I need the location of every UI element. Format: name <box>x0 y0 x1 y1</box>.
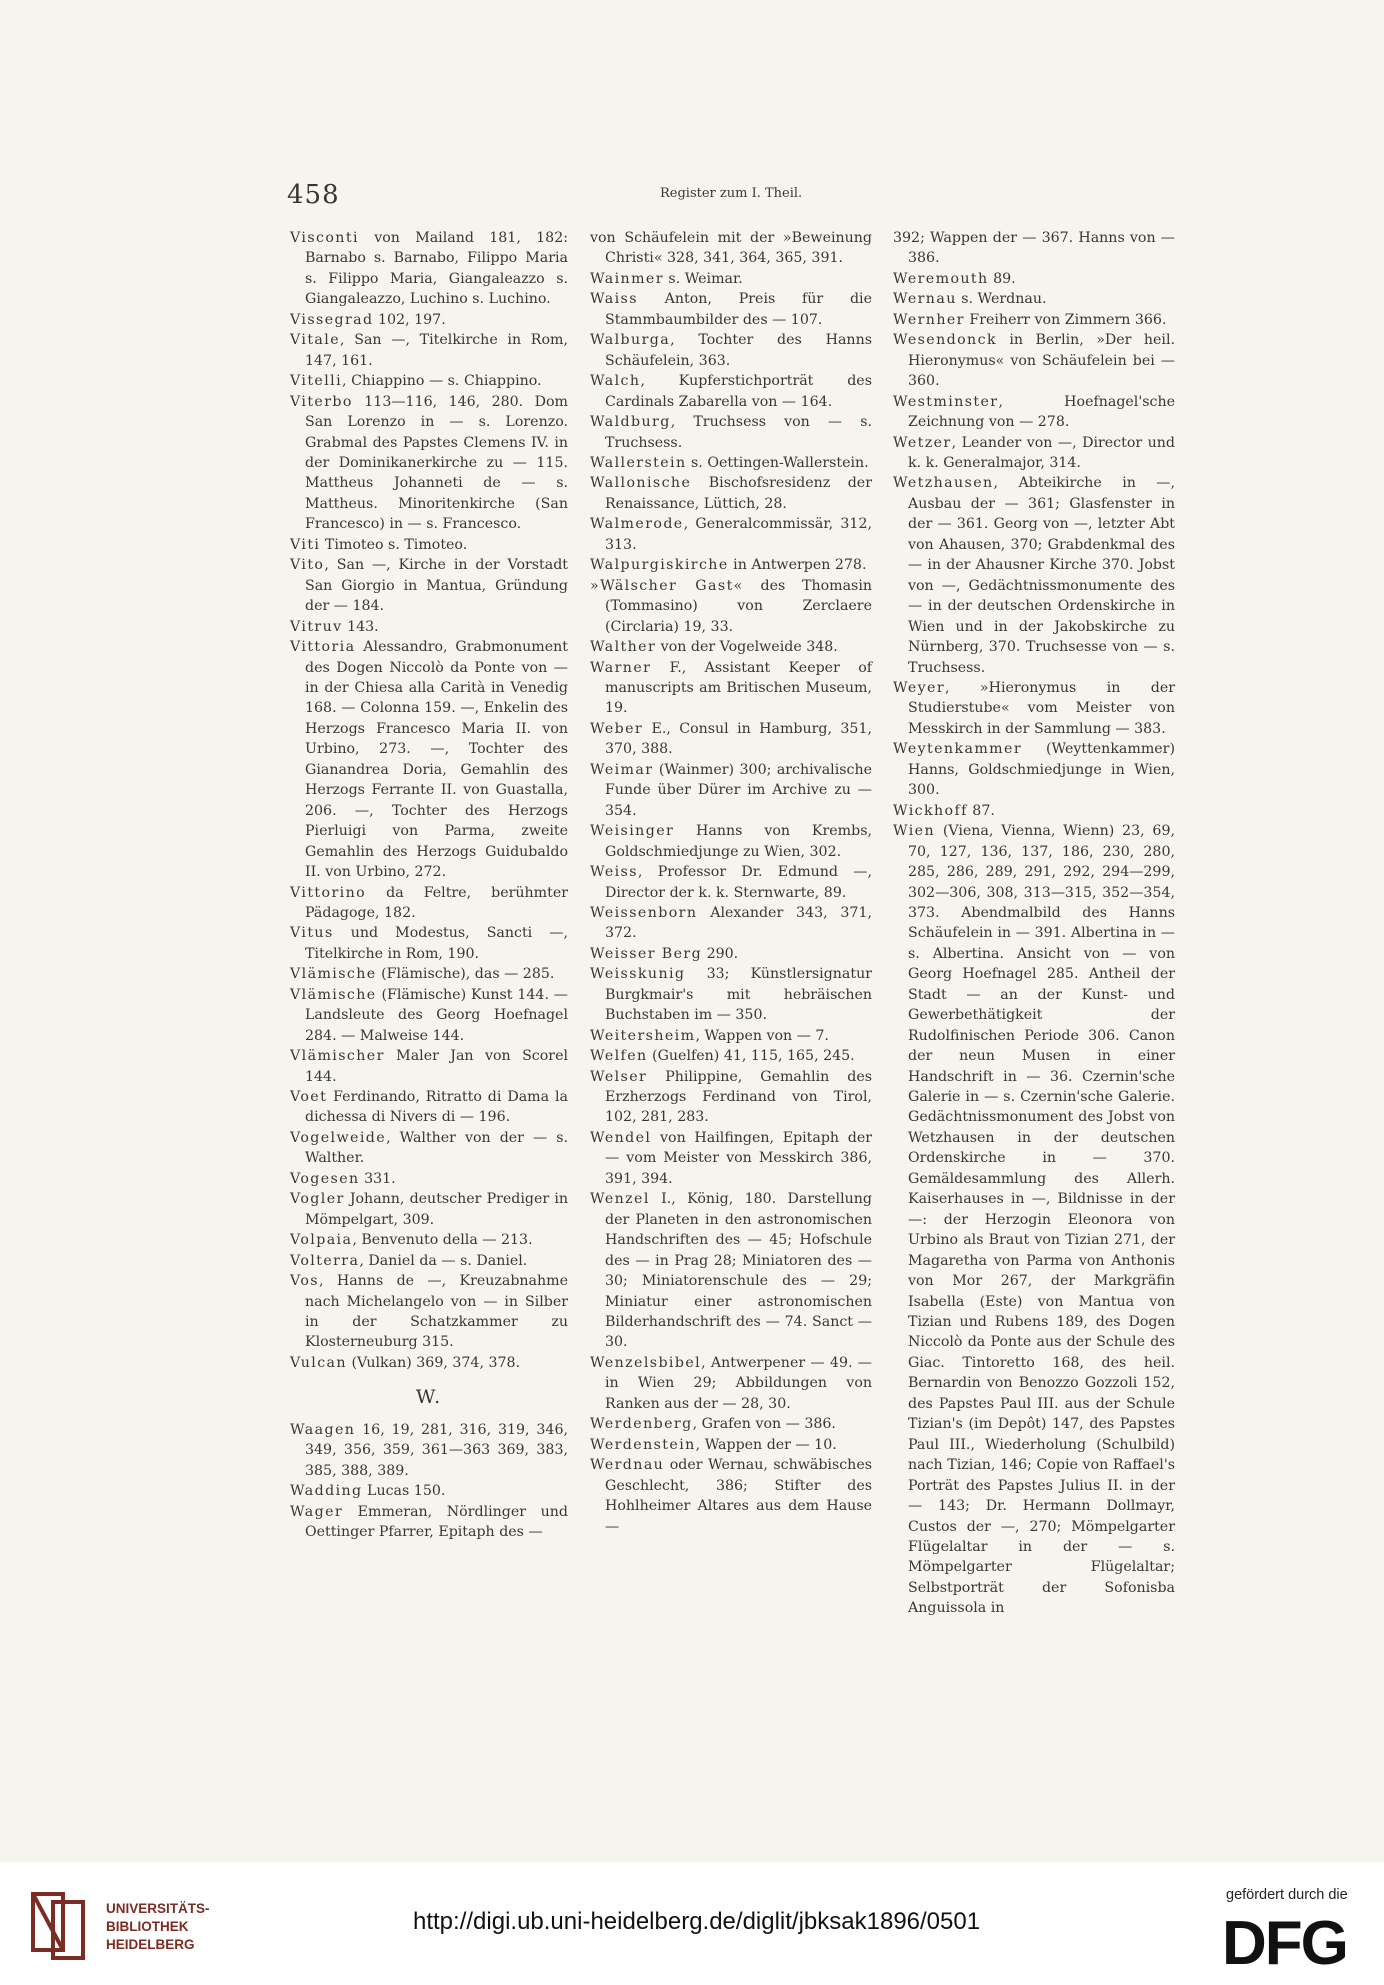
index-entry: Vlämischer Maler Jan von Scorel 144. <box>290 1048 568 1085</box>
index-entry: Vogler Johann, deutscher Prediger in Mömpelgart, 309. <box>290 1191 568 1228</box>
index-entry: Weimar (Wainmer) 300; archivalische Funde über Dürer im Archive zu — 354. <box>590 761 872 819</box>
index-entry: »Wälscher Gast« des Thomasin (Tommasino) von Zerclaere (Circlaria) 19, 33. <box>590 577 873 635</box>
index-entry: Wendel von Hailfingen, Epitaph der — vom Meister von Messkirch 386, 391, 394. <box>590 1129 872 1187</box>
index-entry: Warner F., Assistant Keeper of manuscripts am Britischen Museum, 19. <box>590 659 872 717</box>
entries-v <box>290 228 568 1373</box>
index-entry: Wallerstein s. Oettingen-Wallerstein. <box>590 454 869 471</box>
index-entry: Viterbo 113—116, 146, 280. Dom San Lorenzo in — s. Lorenzo. Grabmal des Papstes Clemens IV. in der Dominikanerkirche zu — 115. Mattheus Johanneti de — s. Mattheus. Minoritenkirche (San Francesco) in — s. Francesco. <box>290 393 568 533</box>
index-entry: Waiss Anton, Preis für die Stammbaumbilder des — 107. <box>590 291 872 328</box>
index-entry: Visconti von Mailand 181, 182: Barnabo s. Barnabo, Filippo Maria s. Filippo Maria, Giangaleazzo s. Giangaleazzo, Luchino s. Luchino. <box>290 230 568 308</box>
running-head: Register zum I. Theil. <box>660 186 803 201</box>
index-entry: Wickhoff 87. <box>893 802 995 819</box>
index-entry: Weber E., Consul in Hamburg, 351, 370, 388. <box>590 720 872 758</box>
index-entry: Welfen (Guelfen) 41, 115, 165, 245. <box>590 1048 855 1065</box>
index-entry: Welser Philippine, Gemahlin des Erzherzogs Ferdinand von Tirol, 102, 281, 283. <box>590 1068 872 1126</box>
index-entry: Wetzer, Leander von —, Director und k. k. Generalmajor, 314. <box>893 434 1175 471</box>
index-entry: Vitelli, Chiappino — s. Chiappino. <box>290 373 542 390</box>
index-entry: Volterra, Daniel da — s. Daniel. <box>290 1252 528 1269</box>
index-entry: Vito, San —, Kirche in der Vorstadt San Giorgio in Mantua, Gründung der — 184. <box>290 557 568 615</box>
index-column-2 <box>590 228 872 1537</box>
index-entry: Vittoria Alessandro, Grabmonument des Dogen Niccolò da Ponte von — in der Chiesa alla Carità in Venedig 168. — Colonna 159. —, Enkelin des Herzogs Francesco Maria II. von Urbino, 273. —, Tochter des Gianandrea Doria, Gemahlin des Herzogs Ferrante II. von Guastalla, 206. —, Tochter des Herzogs Pierluigi von Parma, zweite Gemahlin des Herzogs Guidubaldo II. von Urbino, 272. <box>290 639 568 881</box>
index-entry: Weytenkammer (Weyttenkammer) Hanns, Goldschmiedjunge in Wien, 300. <box>893 741 1175 799</box>
index-entry: Weremouth 89. <box>893 270 1016 287</box>
index-entry: Vissegrad 102, 197. <box>290 311 446 328</box>
section-letter: W. <box>415 1386 443 1409</box>
university-library-logo-icon <box>27 1890 91 1960</box>
index-entry: Weyer, »Hieronymus in der Studierstube« vom Meister von Messkirch in der Sammlung — 383. <box>893 679 1175 737</box>
permalink-url[interactable]: http://digi.ub.uni-heidelberg.de/diglit/jbksak1896/0501 <box>413 1908 981 1935</box>
index-entry: Wernau s. Werdnau. <box>893 291 1047 308</box>
index-entry: Vitus und Modestus, Sancti —, Titelkirche in Rom, 190. <box>290 925 568 962</box>
index-entry: Volpaia, Benvenuto della — 213. <box>290 1232 533 1249</box>
index-entry: Wenzel I., König, 180. Darstellung der Planeten in den astronomischen Handschriften des — 45; Hofschule des — in Prag 28; Miniatoren des — 30; Miniatorenschule des — 29; Miniatur einer astronomischen Bilderhandschrift des — 74. Sanct — 30. <box>590 1191 872 1351</box>
index-entry: Walch, Kupferstichporträt des Cardinals Zabarella von — 164. <box>590 373 872 410</box>
index-entry: Walpurgiskirche in Antwerpen 278. <box>590 557 867 574</box>
index-entry: Wernher Freiherr von Zimmern 366. <box>893 311 1167 328</box>
index-entry: Weisskunig 33; Künstlersignatur Burgkmair's mit hebräischen Buchstaben im — 350. <box>590 966 872 1024</box>
library-name: UNIVERSITÄTS- BIBLIOTHEK HEIDELBERG <box>106 1901 210 1952</box>
index-entry: Weitersheim, Wappen von — 7. <box>590 1027 829 1044</box>
index-entry: Wadding Lucas 150. <box>290 1483 446 1500</box>
index-entry: Weissenborn Alexander 343, 371, 372. <box>590 904 872 942</box>
index-entry: Voet Ferdinando, Ritratto di Dama la dichessa di Nivers di — 196. <box>290 1089 568 1126</box>
index-entry: Vittorino da Feltre, berühmter Pädagoge, 182. <box>290 884 568 921</box>
index-entry: Walburga, Tochter des Hanns Schäufelein, 363. <box>590 332 872 369</box>
index-entry: Westminster, Hoefnagel'sche Zeichnung von — 278. <box>893 393 1175 431</box>
index-entry: Walmerode, Generalcommissär, 312, 313. <box>590 516 872 553</box>
index-entry: Vlämische (Flämische), das — 285. <box>290 966 555 983</box>
index-entry: Weisinger Hanns von Krembs, Goldschmiedjunge zu Wien, 302. <box>590 823 872 860</box>
entries-w <box>290 1420 568 1543</box>
sponsor-label: gefördert durch die <box>1226 1887 1348 1903</box>
index-entry: Wainmer s. Weimar. <box>590 270 743 287</box>
index-entry: Vos, Hanns de —, Kreuzabnahme nach Michelangelo von — in Silber in der Schatzkammer zu Klosterneuburg 315. <box>290 1273 568 1351</box>
index-entry: Vulcan (Vulkan) 369, 374, 378. <box>290 1354 521 1371</box>
index-entry: Waldburg, Truchsess von — s. Truchsess. <box>590 414 872 451</box>
index-entry: Vogelweide, Walther von der — s. Walther. <box>290 1129 568 1167</box>
svg-text:DFG: DFG <box>1222 1912 1347 1970</box>
index-entry: Wetzhausen, Abteikirche in —, Ausbau der — 361; Glasfenster in der — 361. Georg von —, letzter Abt von Ahausen, 370; Grabdenkmal des — in der Ahausner Kirche 370. Jobst von —, Gedächtnissmonumente des — in der deutschen Ordenskirche in Wien und in der Jakobskirche zu Nürnberg, 370. Truchsesse von — s. Truchsess. <box>893 475 1175 676</box>
index-entry: Werdenstein, Wappen der — 10. <box>590 1436 837 1453</box>
index-entry: Walther von der Vogelweide 348. <box>590 639 838 656</box>
index-entry: Wager Emmeran, Nördlinger und Oettinger Pfarrer, Epitaph des — <box>290 1503 568 1541</box>
index-entry: Viti Timoteo s. Timoteo. <box>290 536 468 553</box>
index-entry: Wenzelsbibel, Antwerpener — 49. — in Wien 29; Abbildungen von Ranken aus der — 28, 30. <box>590 1354 872 1412</box>
index-entry: 392; Wappen der — 367. Hanns von — 386. <box>893 230 1175 267</box>
index-entry: Werdenberg, Grafen von — 386. <box>590 1416 836 1433</box>
page-number: 458 <box>287 180 340 210</box>
index-entry: Weisser Berg 290. <box>590 945 739 962</box>
dfg-logo-icon <box>1220 1912 1360 1970</box>
index-entry: von Schäufelein mit der »Beweinung Christi« 328, 341, 364, 365, 391. <box>590 230 872 267</box>
index-entry: Wien (Viena, Vienna, Wienn) 23, 69, 70, 127, 136, 137, 186, 230, 280, 285, 286, 289, 291, 292, 294—299, 302—306, 308, 313—315, 352—354, 373. Abendmalbild des Hanns Schäufelein in — 391. Albertina in — s. Albertina. Ansicht von — von Georg Hoefnagel 285. Antheil der Stadt — an der Kunst- und Gewerbethätigkeit der Rudolfinischen Periode 306. Canon der neun Musen in einer Handschrift in — 36. Czernin'sche Galerie in — s. Czernin'sche Galerie. Gedächtnissmonument des Jobst von Wetzhausen in der deutschen Ordenskirche in — 370. Gemäldesammlung des Allerh. Kaiserhauses in —, Bildnisse in der —: der Herzogin Eleonora von Urbino als Braut von Tizian 271, der Magaretha von Parma von Anthonis von Mor 267, der Markgräfin Isabella (Este) von Mantua von Tizian und Rubens 189, des Dogen Niccolò da Ponte aus der Schule des Giac. Tintoretto 168, des heil. Bernardin von Benozzo Gozzoli 152, des Papstes Paul III. aus der Schule Tizian's (im Depôt) 147, des Papstes Paul III., Wiederholung (Schulbild) nach Tizian, 146; Copie von Raffael's Porträt des Papstes Julius II. in der — 143; Dr. Hermann Dollmayr, Custos der —, 270; Mömpelgarter Flügelaltar in der — s. Mömpelgarter Flügelaltar; Selbstporträt der Sofonisba Anguissola in <box>893 823 1175 1617</box>
index-entry: Weiss, Professor Dr. Edmund —, Director der k. k. Sternwarte, 89. <box>590 864 872 901</box>
index-entry: Vogesen 331. <box>290 1170 396 1187</box>
entries-w-col2 <box>590 228 872 1537</box>
index-entry: Vitale, San —, Titelkirche in Rom, 147, 161. <box>290 332 568 369</box>
index-entry: Wallonische Bischofsresidenz der Renaissance, Lüttich, 28. <box>590 475 872 512</box>
digitization-footer <box>0 1862 1384 1985</box>
index-entry: Waagen 16, 19, 281, 316, 319, 346, 349, 356, 359, 361—363 369, 383, 385, 388, 389. <box>290 1421 568 1479</box>
index-entry: Vlämische (Flämische) Kunst 144. — Landsleute des Georg Hoefnagel 284. — Malweise 144. <box>290 986 568 1044</box>
index-entry: Wesendonck in Berlin, »Der heil. Hieronymus« von Schäufelein bei — 360. <box>893 332 1175 390</box>
entries-w-col3 <box>893 228 1175 1619</box>
index-column-3 <box>893 228 1175 1619</box>
index-entry: Vitruv 143. <box>290 618 379 635</box>
index-column-1 <box>290 228 568 1543</box>
index-entry: Werdnau oder Wernau, schwäbisches Geschlecht, 386; Stifter des Hohlheimer Altares aus dem Hause — <box>590 1457 872 1535</box>
